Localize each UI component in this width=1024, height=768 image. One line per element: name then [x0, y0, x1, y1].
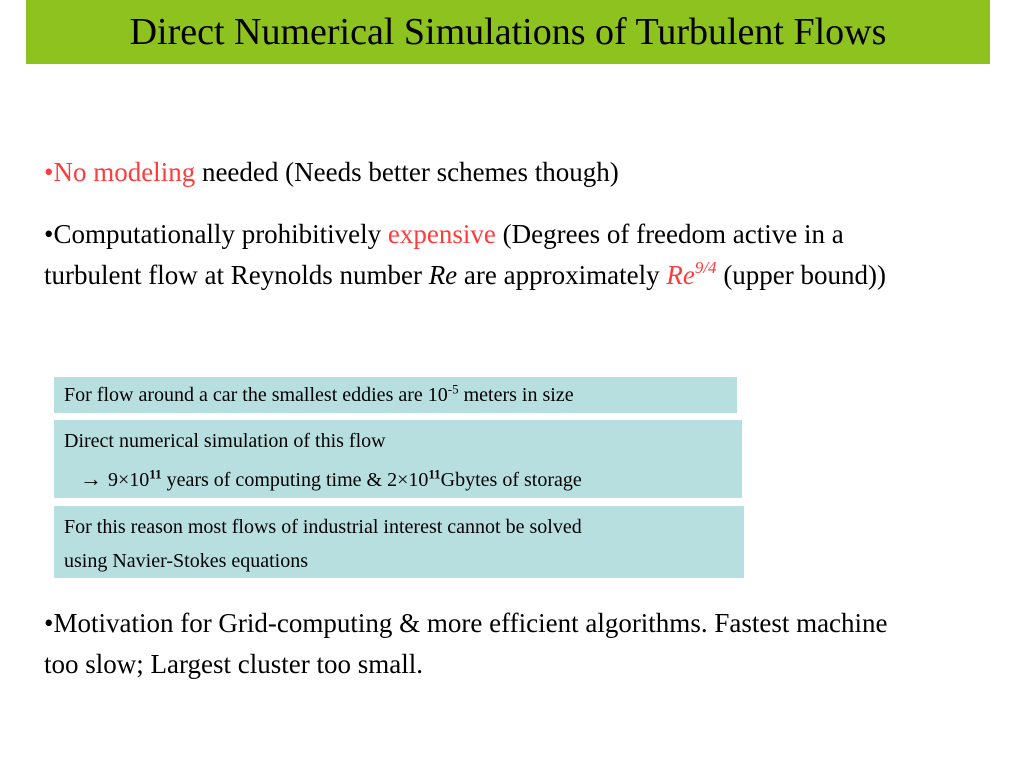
info-box-navier-stokes: [52, 504, 746, 580]
box-text: Gbytes of storage: [440, 469, 582, 491]
box-text: 9×10: [108, 469, 150, 491]
box-line: using Navier-Stokes equations: [64, 550, 309, 572]
title-bar: [26, 0, 990, 64]
box-line: For this reason most flows of industrial interest cannot be solved: [64, 516, 582, 538]
box-line: Direct numerical simulation of this flow: [64, 430, 386, 452]
bullet-text-part1: Computationally prohibitively: [53, 219, 388, 249]
expensive-highlight: expensive: [387, 219, 496, 249]
arrow-right-icon: →: [80, 466, 102, 491]
bullet-text: Motivation for Grid-computing & more efficient algorithms. Fastest machine too slow; Largest cluster too small.: [44, 608, 888, 679]
bullet-no-modeling: [44, 152, 944, 193]
box-line-arrow: [64, 460, 732, 499]
bullet-text-part4: (upper bound)): [716, 260, 887, 290]
box-text-tail: meters in size: [458, 384, 574, 406]
box-text: For flow around a car the smallest eddies are 10: [64, 384, 448, 406]
bullet-marker: •: [44, 157, 54, 187]
reynolds-exponent: 9/4: [694, 258, 717, 277]
slide-title: Direct Numerical Simulations of Turbulent Flows: [129, 11, 887, 53]
box-text: years of computing time & 2×10: [161, 469, 429, 491]
no-modeling-highlight: No modeling: [53, 157, 196, 187]
bullet-marker: •: [44, 608, 54, 638]
reynolds-symbol-red: Re: [666, 260, 695, 290]
bullet-text-part2: (Degrees of freedom active in a turbulent flow at Reynolds number: [44, 219, 844, 290]
info-box-eddies: [52, 375, 739, 415]
bullet-expensive: [44, 214, 944, 296]
box-exponent: -5: [447, 381, 459, 397]
info-box-dns: [52, 418, 744, 500]
bullet-motivation: [44, 603, 924, 685]
bullet-text: needed (Needs better schemes though): [195, 157, 619, 187]
bullet-text-part3: are approximately: [457, 260, 667, 290]
box-exponent: 11: [149, 466, 162, 482]
reynolds-symbol: Re: [428, 260, 458, 290]
bullet-marker: •: [44, 219, 54, 249]
box-exponent: 11: [428, 466, 441, 482]
